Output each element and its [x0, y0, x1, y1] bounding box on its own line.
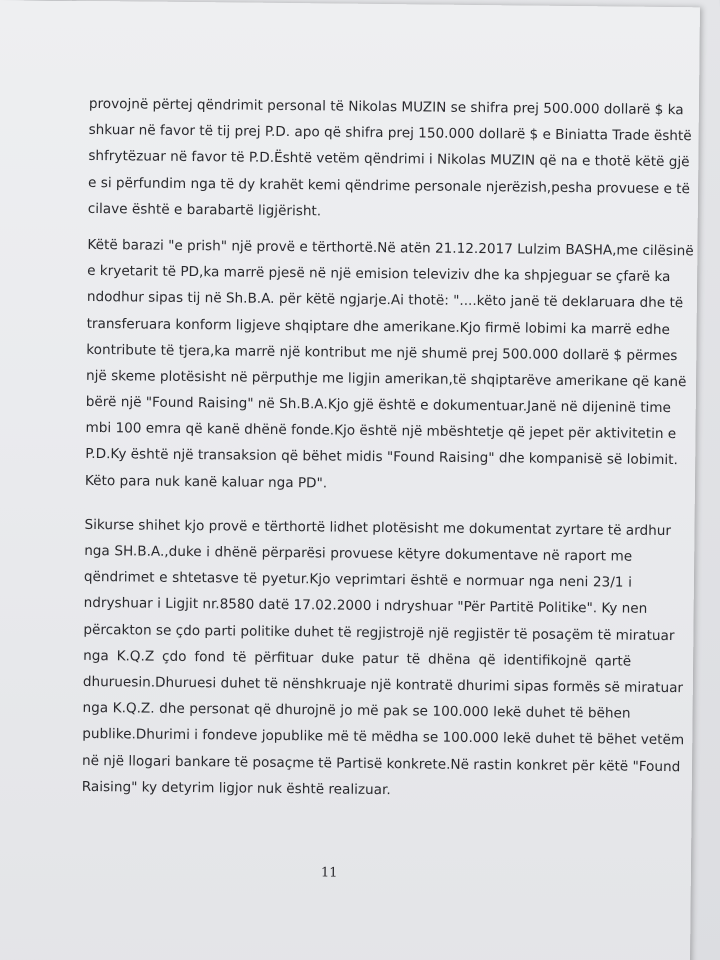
text-line: në një llogari bankare të posaçme të Partisë konkrete.Në rastin konkret për këtë "Found: [81, 752, 681, 775]
text-line: Këtë barazi "e prish" një provë e tërthortë.Në atën 21.12.2017 Lulzim BASHA,me cilësinë: [87, 236, 694, 260]
text-line: ndryshuar i Ligjit nr.8580 datë 17.02.2000 i ndryshuar "Për Partitë Politike". Ky nen: [83, 595, 648, 618]
text-line: shkuar në favor të tij prej P.D. apo që shifra prej 150.000 dollarë $ e Biniatta Trade është: [88, 122, 692, 145]
text-line: shfrytëzuar në favor të P.D.Është vetëm qëndrimi i Nikolas MUZIN që na e thotë këtë gjë: [88, 148, 690, 171]
text-line: nga K.Q.Z. dhe personat që dhurojnë jo më pak se 100.000 lekë duhet të bëhen: [82, 700, 631, 722]
text-line: qëndrimet e shtetasve të pyetur.Kjo veprimtari është e normuar nga neni 23/1 i: [83, 569, 633, 591]
text-line: publike.Dhurimi i fondeve jopublike më të mëdha se 100.000 lekë duhet të bëhet vetëm: [82, 726, 685, 749]
text-line: provojnë përtej qëndrimit personal të Nikolas MUZIN se shifra prej 500.000 dollarë $ ka: [88, 95, 684, 119]
page-number: 11: [320, 865, 338, 881]
text-line: cilave është e barabartë ligjërisht.: [87, 200, 322, 220]
text-line: P.D.Ky është një transaksion që bëhet midis "Found Raising" dhe kompanisë së lobimit.: [85, 446, 678, 469]
text-line: Sikurse shihet kjo provë e tërthortë lidhet plotësisht me dokumentat zyrtare të ardhur: [84, 516, 672, 539]
text-line: përcakton se çdo parti politike duhet të regjistrojë një regjistër të posaçëm të miratuar: [83, 621, 675, 644]
text-line: kontribute të tjera,ka marrë një kontribut me një shumë prej 500.000 dollarë $ përmes: [86, 341, 678, 364]
text-line: transferuara konform ligjeve shqiptare dhe amerikane.Kjo firmë lobimi ka marrë edhe: [86, 315, 670, 338]
text-line: dhuruesin.Dhuruesi duhet të nënshkruaje një kontratë dhurimi sipas formës së miratuar: [82, 673, 684, 697]
paragraph-3: [81, 512, 685, 806]
text-line: e kryetarit të PD,ka marrë pjesë në një emision televiziv dhe ka shpjeguar se çfarë ka: [87, 263, 671, 286]
document-body: [81, 91, 694, 806]
text-line: ndodhur sipas tij në Sh.B.A. për këtë ngjarje.Ai thotë: "....këto janë të deklaruara dhe të: [86, 289, 684, 312]
text-line: nga K.Q.Z çdo fond të përfituar duke patur të dhëna që identifikojnë qartë: [83, 647, 632, 670]
text-line: Këto para nuk kanë kaluar nga PD".: [84, 472, 328, 492]
text-line: mbi 100 emra që kanë dhënë fonde.Kjo është një mbështetje që jepet për aktivitetin e: [85, 420, 677, 443]
text-line: Raising" ky detyrim ligjor nuk është realizuar.: [81, 778, 391, 798]
paragraph-2: [84, 232, 694, 500]
text-line: nga SH.B.A.,duke i dhënë përparësi provuese këtyre dokumentave në raport me: [84, 542, 633, 565]
text-line: bërë një "Found Raising" në Sh.B.A.Kjo gjë është e dokumentuar.Janë në dijeninë time: [85, 393, 672, 417]
text-line: e si përfundim nga të dy krahët kemi qëndrime personale njerëzish,pesha provuese e të: [88, 174, 691, 197]
text-line: një skeme plotësisht në përputhje me ligjin amerikan,të shqiptarëve amerikane që kanë: [85, 367, 687, 391]
paragraph-1: [87, 91, 692, 228]
